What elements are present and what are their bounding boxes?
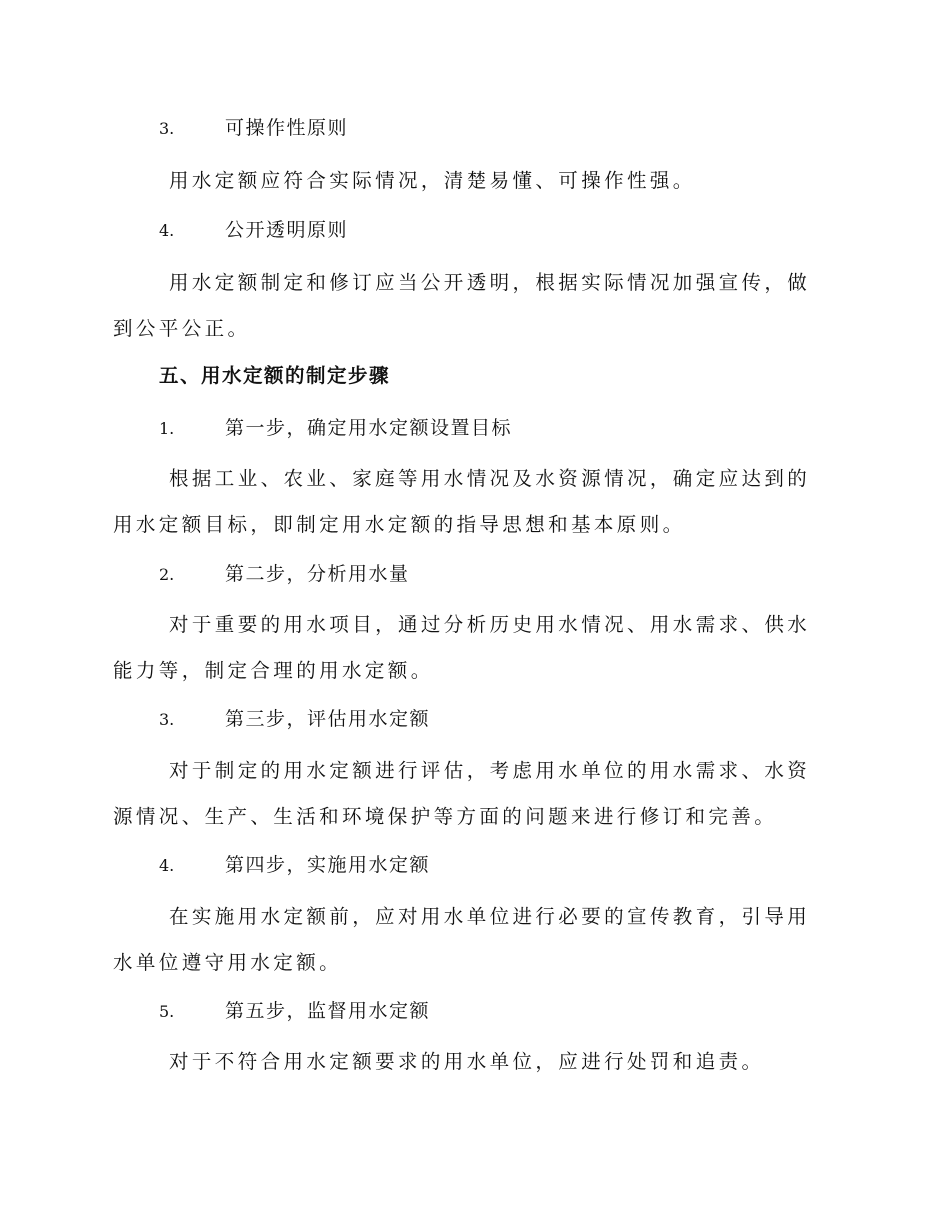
- paragraph-operability: 用水定额应符合实际情况，清楚易懂、可操作性强。: [169, 169, 696, 192]
- list-title: 第五步，监督用水定额: [225, 1000, 431, 1022]
- list-title: 第一步，确定用水定额设置目标: [225, 417, 513, 439]
- list-title: 第三步，评估用水定额: [225, 708, 431, 730]
- list-number: 4.: [159, 856, 175, 875]
- list-number: 4.: [159, 221, 175, 240]
- list-item-step-3: [159, 705, 430, 733]
- list-item-operability: [159, 114, 348, 142]
- paragraph-step-5: 对于不符合用水定额要求的用水单位，应进行处罚和追责。: [169, 1050, 765, 1073]
- list-item-transparency: [159, 216, 348, 244]
- list-number: 3.: [159, 119, 175, 138]
- list-title: 公开透明原则: [225, 219, 349, 241]
- list-number: 1.: [159, 419, 175, 438]
- list-number: 5.: [159, 1002, 175, 1021]
- section-heading: 五、用水定额的制定步骤: [159, 364, 391, 387]
- paragraph-transparency: 用水定额制定和修订应当公开透明，根据实际情况加强宣传，做到公平公正。: [113, 271, 811, 340]
- paragraph-step-3: 对于制定的用水定额进行评估，考虑用水单位的用水需求、水资源情况、生产、生活和环境保护等方面的问题来进行修订和完善。: [113, 759, 811, 828]
- list-title: 可操作性原则: [225, 117, 349, 139]
- list-item-step-1: [159, 414, 512, 442]
- paragraph-step-4: 在实施用水定额前，应对用水单位进行必要的宣传教育，引导用水单位遵守用水定额。: [113, 905, 811, 974]
- list-number: 3.: [159, 710, 175, 729]
- paragraph-step-2: 对于重要的用水项目，通过分析历史用水情况、用水需求、供水能力等，制定合理的用水定额。: [113, 613, 811, 682]
- paragraph-step-1: 根据工业、农业、家庭等用水情况及水资源情况，确定应达到的用水定额目标，即制定用水定额的指导思想和基本原则。: [113, 467, 811, 536]
- list-item-step-5: [159, 997, 430, 1025]
- list-title: 第二步，分析用水量: [225, 563, 410, 585]
- list-number: 2.: [159, 565, 175, 584]
- list-title: 第四步，实施用水定额: [225, 854, 431, 876]
- list-item-step-2: [159, 560, 410, 588]
- list-item-step-4: [159, 851, 430, 879]
